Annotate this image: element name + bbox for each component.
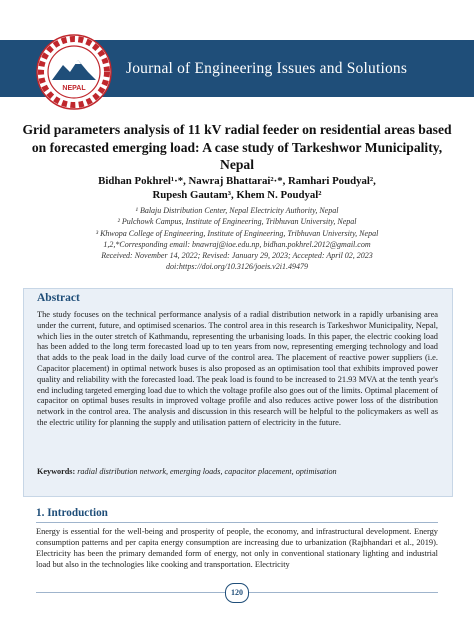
introduction-heading: 1. Introduction: [36, 507, 108, 519]
journal-header: [0, 0, 474, 103]
paper-title: Grid parameters analysis of 11 kV radial feeder on residential areas based on forecasted emerging load: A case study of Tarkeshwor Municipality, Nepal: [22, 122, 452, 172]
abstract-text: The study focuses on the technical performance analysis of a radial distribution network in a rapidly urbanising area under the current, future, and optimised scenarios. The control area in this research is Tarkeshwor Municipality, Nepal, which lies in the outer stretch of Kathmandu, representing the urbanising loads. In this paper, the electric cooking load has been added to the long term forecasted load up to ten years from now, representing emerging technology and load that adds to the peak load in the daily load curve of the control area. The placement of reactive power suppliers (i.e. Capacitor placement) in optimal network buses is also proposed as an optimisation tool that exhibits improved power quality and reliability with the forecasted load. The peak load is found to be increased to 21.93 MVA at the tenth year's end including targeted emerging load due to which the voltage profile also goes out of the limits. Optimal placement of capacitor on optimal buses results in improved voltage profile and also reduces active power loss of the distribution network in the control area. The analysis and discussion in this research will be helpful to the policymakers as well as the electric utility for planning the supply and utilisation pattern of electricity in the future.: [37, 310, 438, 427]
keywords-value: radial distribution network, emerging loads, capacitor placement, optimisation: [77, 467, 337, 476]
affiliation-2: ² Pulchowk Campus, Institute of Engineering, Tribhuvan University, Nepal: [117, 217, 357, 227]
affiliation-3: ³ Khwopa College of Engineering, Institute of Engineering, Tribhuvan University, Nepal: [95, 228, 379, 238]
corresponding-email: 1,2,*Corresponding email: bnawraj@ioe.edu.np, bidhan.pokhrel.2012@gmail.com: [103, 239, 371, 249]
author-list: [14, 174, 460, 202]
section-divider: [36, 522, 438, 523]
dates-line: Received: November 14, 2022; Revised: January 29, 2023; Accepted: April 02, 2023: [101, 251, 373, 261]
introduction-text: Energy is essential for the well-being and prosperity of people, the economy, and infrastructural development. Energy consumption patterns and per capita energy consumption are increasing due to urbanization (Rajbhandari et al., 2019). Electricity has been the primary demanded form of energy, not only in conventional stationary lighting and industrial load but also in the technologies like cooking and transportation. Electricity: [36, 527, 438, 569]
abstract-heading: Abstract: [37, 292, 80, 304]
authors-line-2: Rupesh Gautam³, Khem N. Poudyal²: [152, 189, 322, 201]
keywords: [37, 467, 438, 478]
journal-title: Journal of Engineering Issues and Solutions: [126, 60, 408, 77]
keywords-label: Keywords:: [37, 467, 76, 476]
journal-logo-icon: [36, 34, 112, 110]
authors-line-1: Bidhan Pokhrel¹·*, Nawraj Bhattarai²·*, Ramhari Poudyal²,: [98, 175, 376, 187]
logo-text: NEPAL: [62, 85, 86, 92]
affiliation-1: ¹ Balaju Distribution Center, Nepal Electricity Authority, Nepal: [135, 206, 339, 215]
doi-link[interactable]: doi:https://doi.org/10.3126/joeis.v2i1.49479: [166, 262, 308, 272]
affiliations: [14, 205, 460, 273]
page-number: 120: [225, 583, 249, 603]
